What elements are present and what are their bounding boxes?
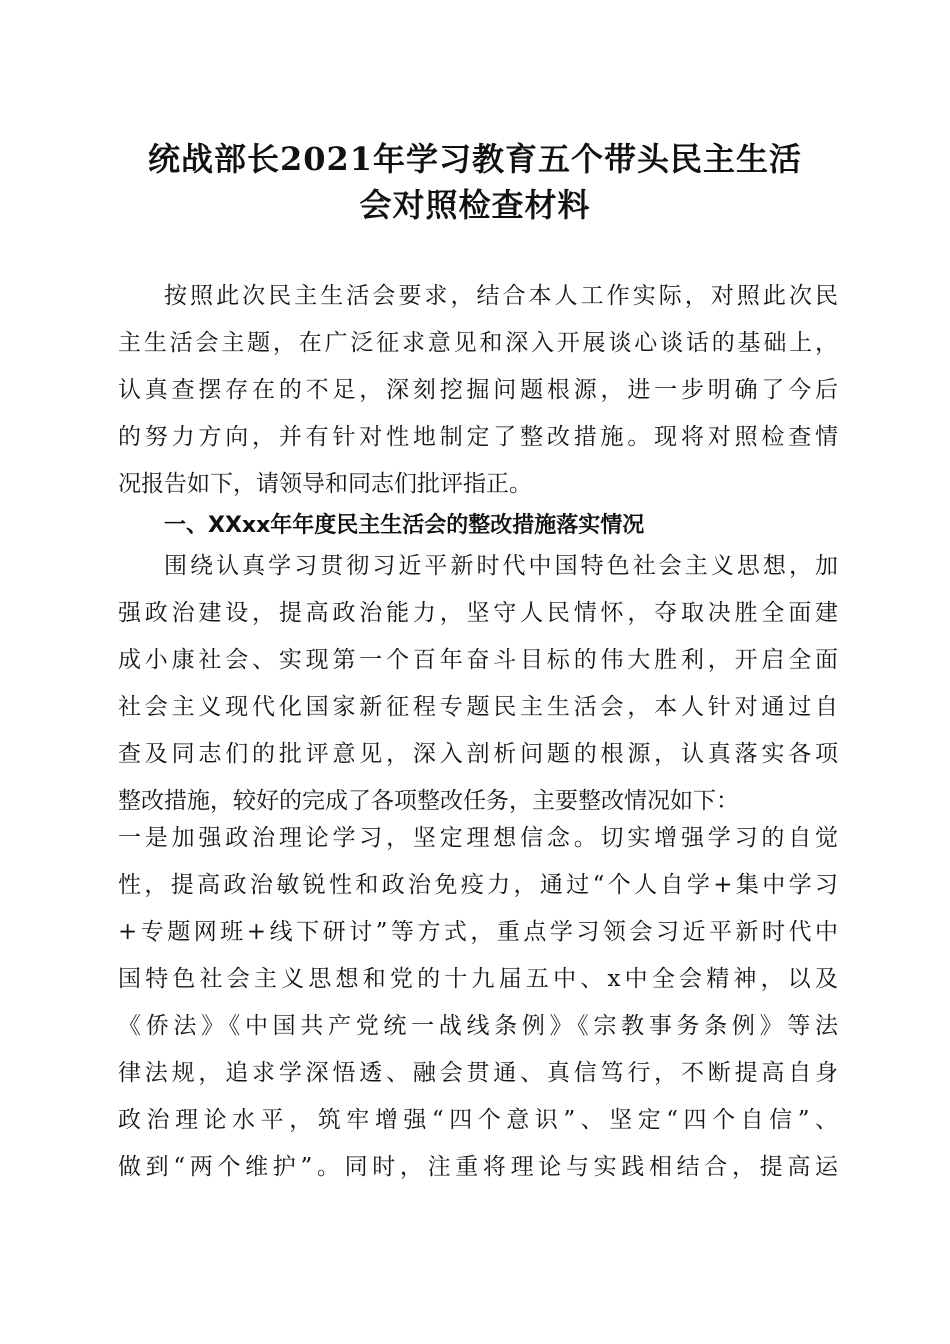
section-1-line: 成小康社会、实现第一个百年奋斗目标的伟大胜利，开启全面 — [118, 647, 838, 673]
section-1-line: 整改措施，较好的完成了各项整改任务，主要整改情况如下： — [118, 788, 739, 814]
document-title-line-1: 统战部长2021年学习教育五个带头民主生活 — [147, 140, 803, 178]
intro-line: 况报告如下，请领导和同志们批评指正。 — [118, 471, 532, 497]
section-1-line: 强政治建设，提高政治能力，坚守人民情怀，夺取决胜全面建 — [118, 600, 838, 626]
section-1-line: 查及同志们的批评意见，深入剖析问题的根源，认真落实各项 — [118, 741, 838, 767]
intro-line: 按照此次民主生活会要求，结合本人工作实际，对照此次民 — [164, 283, 838, 309]
section-1-line: 围绕认真学习贯彻习近平新时代中国特色社会主义思想，加 — [164, 553, 838, 579]
section-1-line: 律法规，追求学深悟透、融会贯通、真信笃行，不断提高自身 — [118, 1060, 838, 1086]
intro-line: 主生活会主题，在广泛征求意见和深入开展谈心谈话的基础上， — [118, 330, 838, 356]
intro-line: 的努力方向，并有针对性地制定了整改措施。现将对照检查情 — [118, 424, 838, 450]
section-1-line: +专题网班+线下研讨”等方式，重点学习领会习近平新时代中 — [118, 919, 838, 945]
document-title-line-2: 会对照检查材料 — [359, 186, 591, 224]
section-1-heading: 一、XXxx年年度民主生活会的整改措施落实情况 — [164, 513, 645, 538]
section-1-line: 做到“两个维护”。同时，注重将理论与实践相结合，提高运 — [118, 1154, 838, 1180]
section-1-line: 国特色社会主义思想和党的十九届五中、x中全会精神，以及 — [118, 966, 838, 992]
section-1-line: 一是加强政治理论学习，坚定理想信念。切实增强学习的自觉 — [118, 825, 838, 851]
section-1-line: 性，提高政治敏锐性和政治免疫力，通过“个人自学+集中学习 — [118, 872, 838, 898]
section-1-line: 《侨法》《中国共产党统一战线条例》《宗教事务条例》等法 — [118, 1013, 838, 1039]
section-1-line: 社会主义现代化国家新征程专题民主生活会，本人针对通过自 — [118, 694, 838, 720]
section-1-line: 政治理论水平，筑牢增强“四个意识”、坚定“四个自信”、 — [118, 1107, 838, 1133]
intro-line: 认真查摆存在的不足，深刻挖掘问题根源，进一步明确了今后 — [118, 377, 838, 403]
